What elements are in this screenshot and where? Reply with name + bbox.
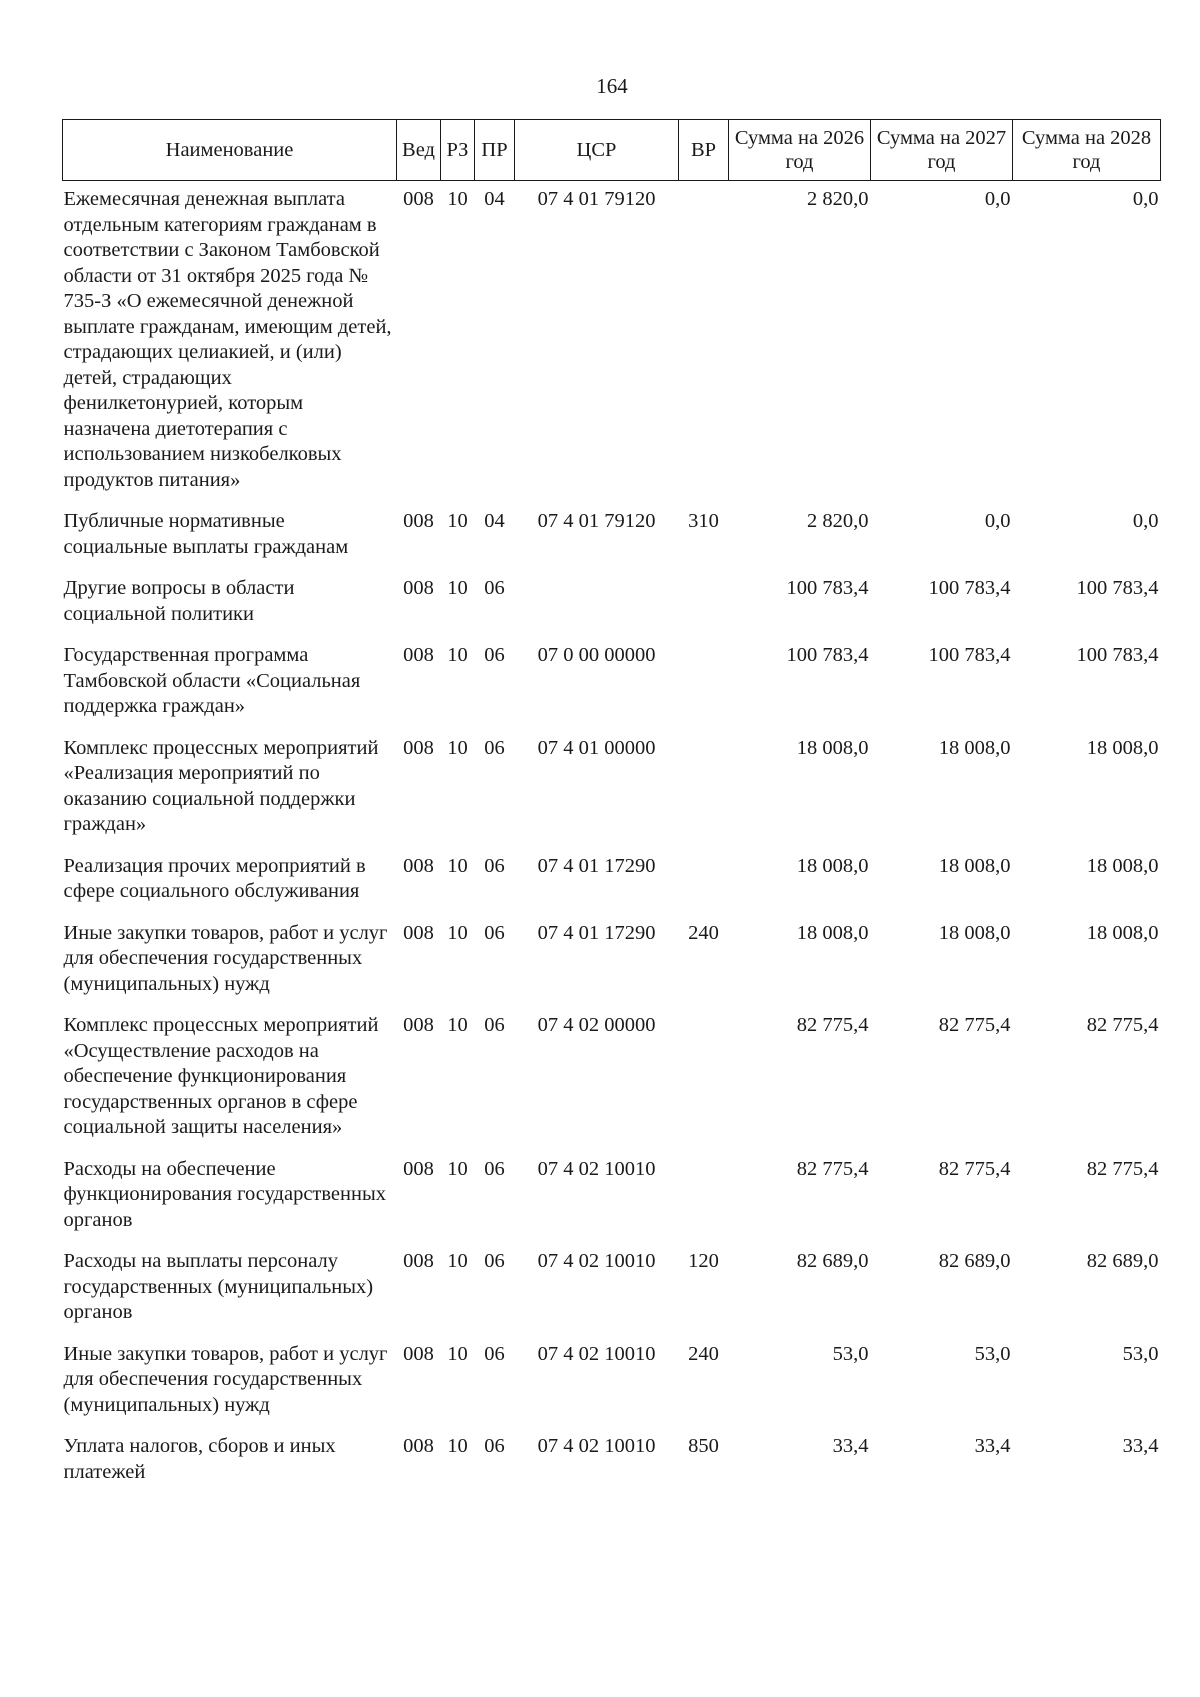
header-sum-2028: Сумма на 2028 год: [1013, 120, 1161, 181]
row-name: Расходы на обеспечение функционирования государственных органов: [63, 1157, 386, 1231]
row-csr: 07 4 02 10010: [537, 1342, 656, 1365]
row-pr: 06: [484, 1014, 505, 1036]
row-name: Иные закупки товаров, работ и услуг для обеспечения государственных (муниципальных) нужд: [63, 1342, 388, 1416]
row-vr: [679, 637, 729, 730]
row-vr: [679, 848, 729, 915]
row-sum-2026: 2 820,0: [807, 510, 869, 532]
row-rz: 10: [447, 854, 468, 877]
row-sum-2028: 18 008,0: [1086, 921, 1159, 944]
row-sum-2026: 100 783,4: [786, 577, 869, 599]
row-sum-2028: 53,0: [1122, 1342, 1159, 1365]
table-row: [63, 503, 1161, 570]
row-csr: 07 4 02 00000: [537, 1014, 656, 1036]
row-pr: 06: [484, 1342, 505, 1365]
table-row: [63, 181, 1161, 504]
row-csr: [515, 570, 679, 637]
header-ved: Вед: [397, 120, 441, 181]
row-sum-2028: 100 783,4: [1076, 644, 1159, 666]
row-sum-2028: 0,0: [1132, 510, 1159, 532]
row-sum-2027: 82 775,4: [938, 1014, 1011, 1036]
row-sum-2026: 53,0: [832, 1342, 869, 1365]
row-vr: 240: [688, 1342, 719, 1365]
row-name: Другие вопросы в области социальной политики: [63, 577, 295, 625]
row-sum-2027: 100 783,4: [928, 577, 1011, 599]
row-sum-2026: 82 775,4: [796, 1014, 869, 1036]
row-ved: 008: [403, 1435, 434, 1457]
table-row: [63, 1243, 1161, 1336]
row-csr: 07 4 01 00000: [537, 736, 656, 759]
row-sum-2027: 0,0: [984, 510, 1011, 532]
row-pr: 06: [484, 854, 505, 877]
row-pr: 04: [484, 188, 505, 210]
row-ved: 008: [403, 188, 434, 210]
row-ved: 008: [403, 736, 434, 759]
row-sum-2027: 18 008,0: [938, 736, 1011, 759]
row-sum-2027: 0,0: [984, 188, 1011, 210]
row-csr: 07 4 01 79120: [537, 510, 656, 532]
row-vr: 120: [688, 1250, 719, 1272]
row-sum-2026: 18 008,0: [796, 854, 869, 877]
row-rz: 10: [447, 1014, 468, 1036]
header-pr: ПР: [475, 120, 515, 181]
row-sum-2028: 100 783,4: [1076, 577, 1159, 599]
row-sum-2028: 0,0: [1132, 188, 1159, 210]
row-pr: 06: [484, 1435, 505, 1457]
row-vr: 240: [688, 921, 719, 944]
row-sum-2028: 82 775,4: [1086, 1157, 1159, 1180]
row-name: Ежемесячная денежная выплата отдельным категориям гражданам в соответствии с Законом Тамбовской области от 31 октября 2025 года № 735-З «О ежемесячной денежной выплате гражданам, имеющим детей, страдающих целиакией, и (или) детей, страдающих фенилкетонурией, которым назначена диетотерапия с использованием низкобелковых продуктов питания»: [63, 188, 392, 491]
row-csr: 07 4 01 17290: [537, 921, 656, 944]
row-rz: 10: [447, 577, 468, 599]
row-name: Иные закупки товаров, работ и услуг для обеспечения государственных (муниципальных) нужд: [63, 921, 388, 995]
row-ved: 008: [403, 1250, 434, 1272]
row-sum-2027: 18 008,0: [938, 854, 1011, 877]
table-row: [63, 915, 1161, 1008]
row-vr: [679, 1007, 729, 1151]
row-vr: 850: [688, 1435, 719, 1457]
row-ved: 008: [403, 1342, 434, 1365]
header-vr: ВР: [679, 120, 729, 181]
table-body: [63, 181, 1161, 1496]
row-ved: 008: [403, 510, 434, 532]
row-sum-2026: 82 775,4: [796, 1157, 869, 1180]
row-pr: 06: [484, 577, 505, 599]
row-csr: 07 0 00 00000: [537, 644, 656, 666]
row-sum-2026: 100 783,4: [786, 644, 869, 666]
row-rz: 10: [447, 1250, 468, 1272]
row-csr: 07 4 02 10010: [537, 1250, 656, 1272]
row-sum-2027: 82 689,0: [938, 1250, 1011, 1272]
table-row: [63, 1007, 1161, 1151]
table-row: [63, 848, 1161, 915]
row-ved: 008: [403, 1157, 434, 1180]
row-pr: 06: [484, 1250, 505, 1272]
row-vr: [679, 181, 729, 504]
row-ved: 008: [403, 921, 434, 944]
row-pr: 04: [484, 510, 505, 532]
row-vr: [679, 570, 729, 637]
row-rz: 10: [447, 1342, 468, 1365]
row-vr: [679, 730, 729, 848]
row-sum-2028: 18 008,0: [1086, 854, 1159, 877]
row-ved: 008: [403, 1014, 434, 1036]
row-vr: [679, 1151, 729, 1244]
row-sum-2027: 33,4: [974, 1435, 1011, 1457]
table-row: [63, 570, 1161, 637]
row-pr: 06: [484, 644, 505, 666]
header-sum-2027: Сумма на 2027 год: [871, 120, 1013, 181]
page-number: 164: [596, 74, 628, 98]
row-rz: 10: [447, 188, 468, 210]
row-sum-2028: 82 689,0: [1086, 1250, 1159, 1272]
row-rz: 10: [447, 736, 468, 759]
row-sum-2026: 33,4: [832, 1435, 869, 1457]
header-sum-2026: Сумма на 2026 год: [729, 120, 871, 181]
row-rz: 10: [447, 921, 468, 944]
row-csr: 07 4 02 10010: [537, 1435, 656, 1457]
row-name: Комплекс процессных мероприятий «Осуществление расходов на обеспечение функционирования государственных органов в сфере социальной защиты населения»: [63, 1014, 379, 1138]
row-name: Уплата налогов, сборов и иных платежей: [63, 1435, 336, 1483]
row-sum-2028: 33,4: [1122, 1435, 1159, 1457]
row-vr: 310: [688, 510, 719, 532]
row-name: Комплекс процессных мероприятий «Реализация мероприятий по оказанию социальной поддержки граждан»: [63, 736, 379, 835]
row-sum-2027: 18 008,0: [938, 921, 1011, 944]
table-header: [63, 120, 1161, 181]
row-sum-2028: 18 008,0: [1086, 736, 1159, 759]
header-csr: ЦСР: [515, 120, 679, 181]
row-pr: 06: [484, 921, 505, 944]
table-row: [63, 637, 1161, 730]
table-row: [63, 730, 1161, 848]
row-csr: 07 4 02 10010: [537, 1157, 656, 1180]
row-rz: 10: [447, 1157, 468, 1180]
row-name: Публичные нормативные социальные выплаты гражданам: [63, 510, 349, 558]
row-pr: 06: [484, 1157, 505, 1180]
row-sum-2026: 82 689,0: [796, 1250, 869, 1272]
row-csr: 07 4 01 79120: [537, 188, 656, 210]
row-rz: 10: [447, 644, 468, 666]
table-row: [63, 1428, 1161, 1495]
header-name: Наименование: [63, 120, 397, 181]
row-rz: 10: [447, 1435, 468, 1457]
row-pr: 06: [484, 736, 505, 759]
row-name: Государственная программа Тамбовской области «Социальная поддержка граждан»: [63, 644, 361, 717]
row-name: Расходы на выплаты персоналу государственных (муниципальных) органов: [63, 1250, 374, 1323]
row-ved: 008: [403, 854, 434, 877]
table-row: [63, 1336, 1161, 1429]
row-sum-2028: 82 775,4: [1086, 1014, 1159, 1036]
row-sum-2027: 100 783,4: [928, 644, 1011, 666]
row-csr: 07 4 01 17290: [537, 854, 656, 877]
header-rz: РЗ: [441, 120, 475, 181]
row-sum-2027: 82 775,4: [938, 1157, 1011, 1180]
row-rz: 10: [447, 510, 468, 532]
budget-table: [62, 119, 1161, 1495]
row-ved: 008: [403, 644, 434, 666]
table-row: [63, 1151, 1161, 1244]
row-sum-2026: 2 820,0: [807, 188, 869, 210]
row-ved: 008: [403, 577, 434, 599]
row-sum-2026: 18 008,0: [796, 921, 869, 944]
row-name: Реализация прочих мероприятий в сфере социального обслуживания: [63, 854, 366, 902]
row-sum-2027: 53,0: [974, 1342, 1011, 1365]
row-sum-2026: 18 008,0: [796, 736, 869, 759]
